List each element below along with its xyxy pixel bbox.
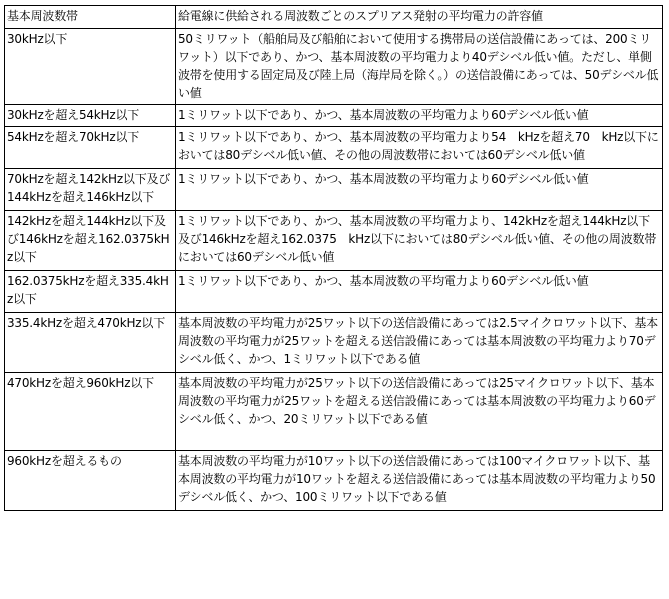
band-cell: 54kHzを超え70kHz以下	[5, 127, 176, 169]
limit-cell: 1ミリワット以下であり、かつ、基本周波数の平均電力より、142kHzを超え144kHz以下及び146kHzを超え162.0375 kHz以下においては80デシベル低い値、その他の周波数帯においては60デシベル低い値	[176, 211, 663, 271]
header-allowable-value: 給電線に供給される周波数ごとのスプリアス発射の平均電力の許容値	[176, 6, 663, 29]
header-row	[5, 6, 663, 29]
document-body	[4, 5, 662, 511]
band-cell: 162.0375kHzを超え335.4kHz以下	[5, 271, 176, 313]
band-cell: 960kHzを超えるもの	[5, 451, 176, 511]
band-cell: 30kHzを超え54kHz以下	[5, 105, 176, 127]
band-cell: 470kHzを超え960kHz以下	[5, 373, 176, 451]
limit-cell: 基本周波数の平均電力が25ワット以下の送信設備にあっては25マイクロワット以下、基本周波数の平均電力が25ワットを超える送信設備にあっては基本周波数の平均電力より60デシベル低く、かつ、20ミリワット以下である値	[176, 373, 663, 451]
band-cell: 30kHz以下	[5, 29, 176, 105]
header-frequency-band: 基本周波数帯	[5, 6, 176, 29]
limit-cell: 1ミリワット以下であり、かつ、基本周波数の平均電力より54 kHzを超え70 kHz以下においては80デシベル低い値、その他の周波数帯においては60デシベル低い値	[176, 127, 663, 169]
table-row	[5, 105, 663, 127]
table-row	[5, 451, 663, 511]
spurious-emission-table	[4, 5, 663, 511]
table-row	[5, 373, 663, 451]
table-row	[5, 271, 663, 313]
band-cell: 335.4kHzを超え470kHz以下	[5, 313, 176, 373]
table-row	[5, 29, 663, 105]
limit-cell: 1ミリワット以下であり、かつ、基本周波数の平均電力より60デシベル低い値	[176, 105, 663, 127]
limit-cell: 基本周波数の平均電力が10ワット以下の送信設備にあっては100マイクロワット以下、基本周波数の平均電力が10ワットを超える送信設備にあっては基本周波数の平均電力より50デシベル低く、かつ、100ミリワット以下である値	[176, 451, 663, 511]
band-cell: 142kHzを超え144kHz以下及び146kHzを超え162.0375kHz以下	[5, 211, 176, 271]
table-row	[5, 169, 663, 211]
table-row	[5, 313, 663, 373]
table-row	[5, 211, 663, 271]
limit-cell: 基本周波数の平均電力が25ワット以下の送信設備にあっては2.5マイクロワット以下、基本周波数の平均電力が25ワットを超える送信設備にあっては基本周波数の平均電力より70デシベル低く、かつ、1ミリワット以下である値	[176, 313, 663, 373]
band-cell: 70kHzを超え142kHz以下及び144kHzを超え146kHz以下	[5, 169, 176, 211]
limit-cell: 1ミリワット以下であり、かつ、基本周波数の平均電力より60デシベル低い値	[176, 271, 663, 313]
limit-cell: 50ミリワット（船舶局及び船舶において使用する携帯局の送信設備にあっては、200ミリワット）以下であり、かつ、基本周波数の平均電力より40デシベル低い値。ただし、単側波帯を使用する固定局及び陸上局（海岸局を除く。）の送信設備にあっては、50デシベル低い値	[176, 29, 663, 105]
table-row	[5, 127, 663, 169]
limit-cell: 1ミリワット以下であり、かつ、基本周波数の平均電力より60デシベル低い値	[176, 169, 663, 211]
